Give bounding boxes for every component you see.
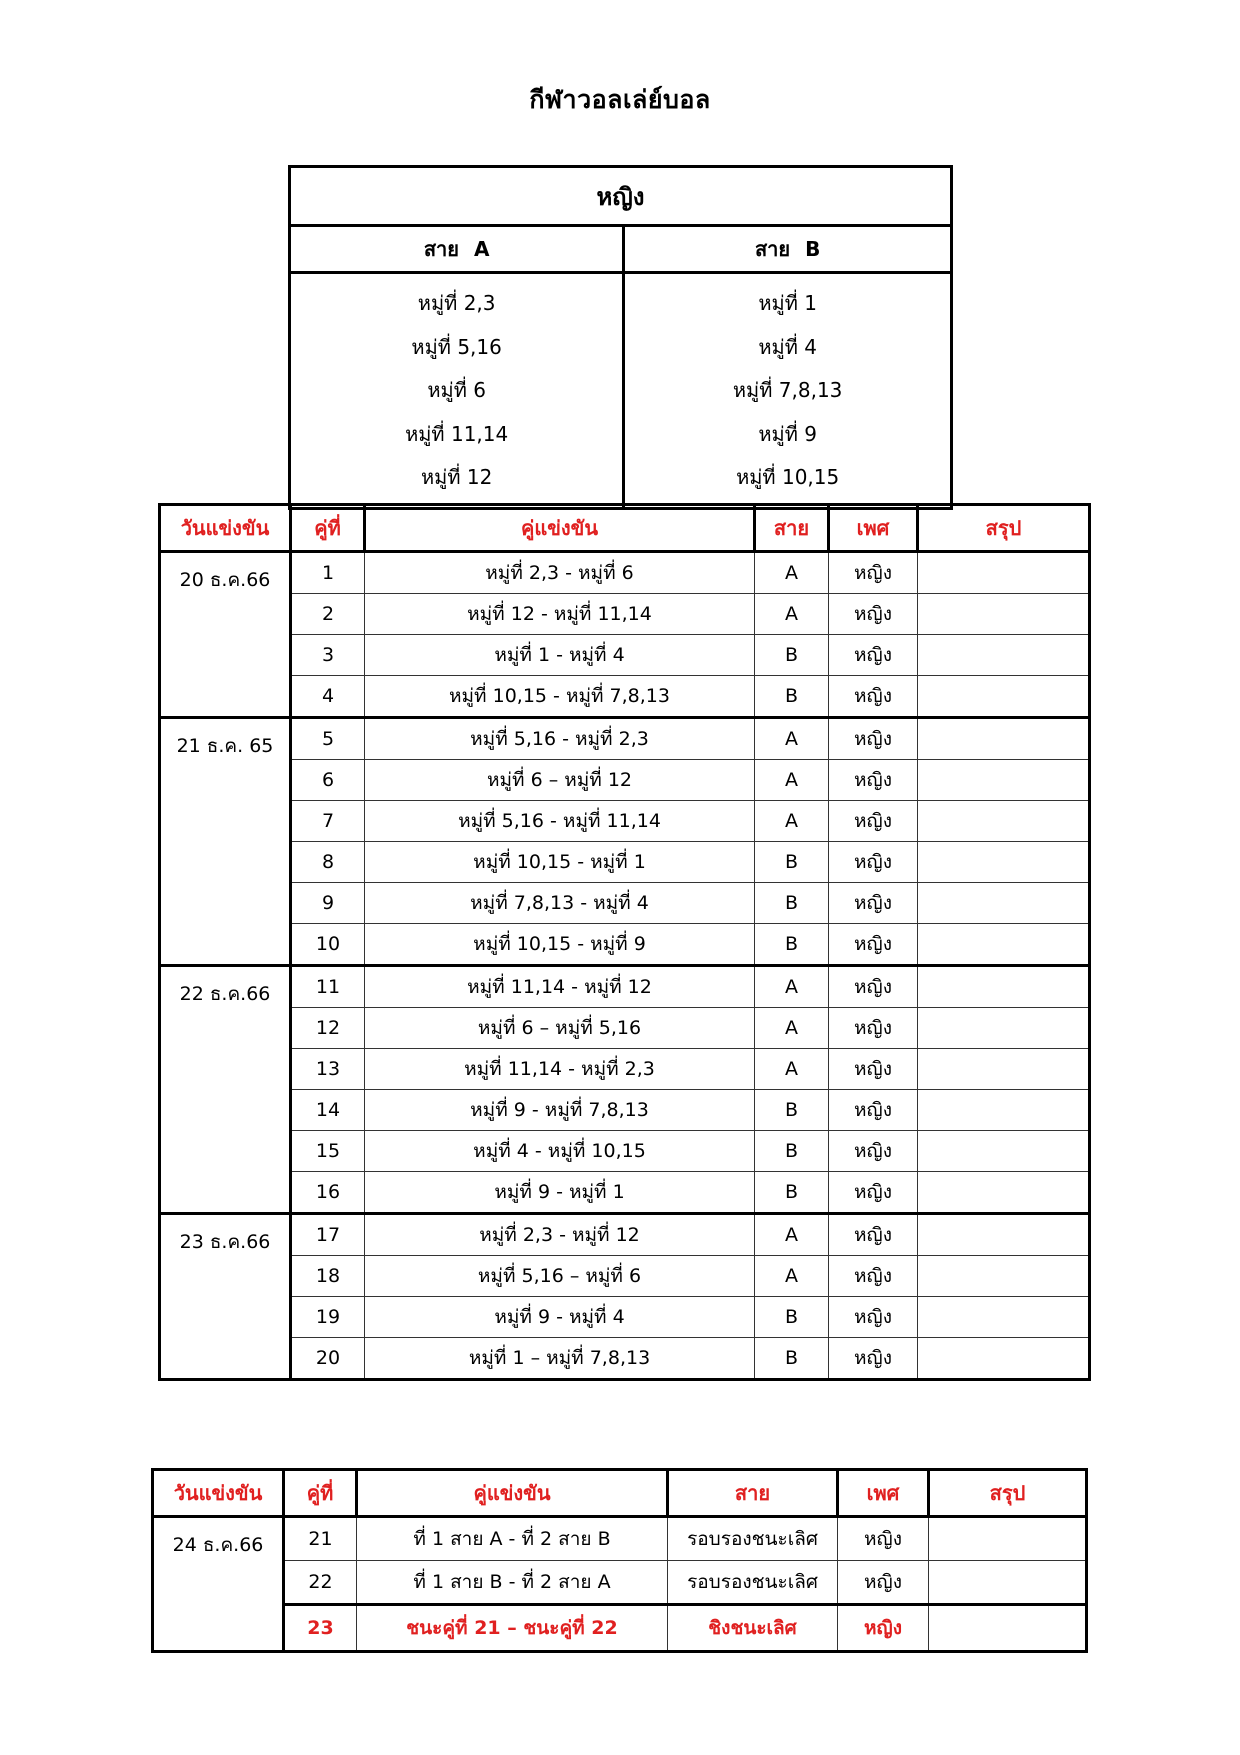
match-result	[918, 718, 1090, 760]
match-gender: หญิง	[829, 1008, 918, 1049]
match-result	[918, 1172, 1090, 1214]
match-group: A	[755, 1214, 829, 1256]
match-group: B	[755, 842, 829, 883]
header-match: คู่แข่งขัน	[357, 1470, 668, 1517]
match-teams: ชนะคู่ที่ 21 – ชนะคู่ที่ 22	[357, 1605, 668, 1652]
match-teams: หมู่ที่ 6 – หมู่ที่ 5,16	[365, 1008, 755, 1049]
match-no: 10	[291, 924, 365, 966]
header-gender: เพศ	[838, 1470, 929, 1517]
match-result	[918, 676, 1090, 718]
match-result	[929, 1517, 1087, 1561]
match-gender: หญิง	[829, 1090, 918, 1131]
match-teams: หมู่ที่ 5,16 - หมู่ที่ 2,3	[365, 718, 755, 760]
match-group: B	[755, 676, 829, 718]
match-gender: หญิง	[829, 635, 918, 676]
table-row	[160, 883, 1090, 924]
match-round: รอบรองชนะเลิศ	[668, 1517, 838, 1561]
match-group: B	[755, 1297, 829, 1338]
match-no: 3	[291, 635, 365, 676]
match-result	[918, 1256, 1090, 1297]
table-row	[160, 594, 1090, 635]
match-teams: หมู่ที่ 11,14 - หมู่ที่ 2,3	[365, 1049, 755, 1090]
header-group: สาย	[755, 505, 829, 552]
match-no: 7	[291, 801, 365, 842]
match-gender: หญิง	[829, 883, 918, 924]
table-row	[160, 1090, 1090, 1131]
match-result	[918, 924, 1090, 966]
table-row	[160, 1049, 1090, 1090]
match-result	[918, 760, 1090, 801]
header-match: คู่แข่งขัน	[365, 505, 755, 552]
match-result	[929, 1605, 1087, 1652]
match-group: B	[755, 1338, 829, 1380]
match-no: 18	[291, 1256, 365, 1297]
table-row	[160, 635, 1090, 676]
match-date: 23 ธ.ค.66	[160, 1214, 291, 1380]
match-date: 20 ธ.ค.66	[160, 552, 291, 718]
match-gender: หญิง	[829, 594, 918, 635]
finals-table	[151, 1468, 1088, 1653]
match-result	[918, 966, 1090, 1008]
match-teams: หมู่ที่ 10,15 - หมู่ที่ 9	[365, 924, 755, 966]
match-result	[918, 1338, 1090, 1380]
match-group: A	[755, 718, 829, 760]
match-round: รอบรองชนะเลิศ	[668, 1561, 838, 1605]
match-date: 24 ธ.ค.66	[153, 1517, 284, 1652]
match-group: B	[755, 635, 829, 676]
group-a-team: หมู่ที่ 11,14	[405, 421, 509, 446]
match-group: B	[755, 1090, 829, 1131]
match-no: 16	[291, 1172, 365, 1214]
match-teams: หมู่ที่ 2,3 - หมู่ที่ 12	[365, 1214, 755, 1256]
table-row	[160, 1297, 1090, 1338]
match-gender: หญิง	[829, 1172, 918, 1214]
header-match-no: คู่ที่	[291, 505, 365, 552]
schedule-table	[158, 503, 1091, 1381]
match-group: A	[755, 1049, 829, 1090]
header-gender: เพศ	[829, 505, 918, 552]
match-group: A	[755, 966, 829, 1008]
table-row	[160, 1338, 1090, 1380]
match-no: 9	[291, 883, 365, 924]
match-teams: ที่ 1 สาย B - ที่ 2 สาย A	[357, 1561, 668, 1605]
match-gender: หญิง	[838, 1561, 929, 1605]
table-row	[160, 1172, 1090, 1214]
match-teams: หมู่ที่ 2,3 - หมู่ที่ 6	[365, 552, 755, 594]
table-row	[160, 676, 1090, 718]
match-no: 11	[291, 966, 365, 1008]
match-result	[918, 842, 1090, 883]
group-b-team: หมู่ที่ 1	[758, 291, 817, 315]
group-a-team: หมู่ที่ 6	[427, 378, 486, 402]
match-no: 4	[291, 676, 365, 718]
match-result	[918, 1131, 1090, 1172]
match-teams: หมู่ที่ 4 - หมู่ที่ 10,15	[365, 1131, 755, 1172]
match-teams: หมู่ที่ 11,14 - หมู่ที่ 12	[365, 966, 755, 1008]
match-teams: หมู่ที่ 9 - หมู่ที่ 1	[365, 1172, 755, 1214]
table-row	[160, 1008, 1090, 1049]
match-no: 23	[284, 1605, 357, 1652]
match-teams: หมู่ที่ 1 - หมู่ที่ 4	[365, 635, 755, 676]
groups-heading: หญิง	[290, 167, 952, 226]
match-group: A	[755, 801, 829, 842]
final-match-row	[153, 1605, 1087, 1652]
group-a-team: หมู่ที่ 5,16	[411, 334, 502, 359]
match-group: B	[755, 924, 829, 966]
match-gender: หญิง	[829, 760, 918, 801]
header-result: สรุป	[918, 505, 1090, 552]
group-b-team: หมู่ที่ 7,8,13	[732, 378, 843, 402]
match-group: A	[755, 594, 829, 635]
header-date: วันแข่งขัน	[160, 505, 291, 552]
group-b-team: หมู่ที่ 9	[758, 421, 817, 446]
match-result	[918, 801, 1090, 842]
match-no: 12	[291, 1008, 365, 1049]
table-row	[160, 718, 1090, 760]
match-teams: หมู่ที่ 12 - หมู่ที่ 11,14	[365, 594, 755, 635]
table-row	[153, 1561, 1087, 1605]
match-result	[918, 635, 1090, 676]
header-match-no: คู่ที่	[284, 1470, 357, 1517]
match-gender: หญิง	[829, 1338, 918, 1380]
match-no: 2	[291, 594, 365, 635]
header-date: วันแข่งขัน	[153, 1470, 284, 1517]
table-row	[160, 1131, 1090, 1172]
match-result	[918, 594, 1090, 635]
match-group: A	[755, 1256, 829, 1297]
match-group: B	[755, 1131, 829, 1172]
match-gender: หญิง	[829, 718, 918, 760]
match-teams: ที่ 1 สาย A - ที่ 2 สาย B	[357, 1517, 668, 1561]
table-row	[160, 1256, 1090, 1297]
match-gender: หญิง	[829, 1297, 918, 1338]
match-result	[918, 1090, 1090, 1131]
match-gender: หญิง	[829, 552, 918, 594]
group-b-team: หมู่ที่ 10,15	[736, 465, 840, 489]
group-b-teams	[624, 273, 952, 509]
match-gender: หญิง	[829, 924, 918, 966]
schedule-header-row	[160, 505, 1090, 552]
match-group: B	[755, 1172, 829, 1214]
match-gender: หญิง	[829, 842, 918, 883]
match-group: A	[755, 552, 829, 594]
table-row	[160, 966, 1090, 1008]
group-a-teams	[290, 273, 624, 509]
match-gender: หญิง	[829, 1256, 918, 1297]
group-b-team: หมู่ที่ 4	[758, 334, 817, 359]
match-gender: หญิง	[829, 801, 918, 842]
match-no: 8	[291, 842, 365, 883]
match-result	[918, 552, 1090, 594]
match-no: 14	[291, 1090, 365, 1131]
match-gender: หญิง	[829, 1131, 918, 1172]
match-gender: หญิง	[829, 676, 918, 718]
group-b-label: สาย B	[624, 226, 952, 273]
group-a-team: หมู่ที่ 2,3	[417, 291, 496, 315]
group-a-label: สาย A	[290, 226, 624, 273]
match-no: 21	[284, 1517, 357, 1561]
finals-header-row	[153, 1470, 1087, 1517]
match-gender: หญิง	[829, 1214, 918, 1256]
match-gender: หญิง	[838, 1605, 929, 1652]
match-result	[918, 1008, 1090, 1049]
group-a-team: หมู่ที่ 12	[420, 465, 493, 489]
match-result	[918, 1297, 1090, 1338]
match-result	[929, 1561, 1087, 1605]
match-teams: หมู่ที่ 5,16 – หมู่ที่ 6	[365, 1256, 755, 1297]
table-row	[153, 1517, 1087, 1561]
match-group: B	[755, 883, 829, 924]
match-result	[918, 1049, 1090, 1090]
header-group: สาย	[668, 1470, 838, 1517]
match-teams: หมู่ที่ 7,8,13 - หมู่ที่ 4	[365, 883, 755, 924]
table-row	[160, 1214, 1090, 1256]
match-no: 22	[284, 1561, 357, 1605]
document-title: กีฬาวอลเล่ย์บอล	[529, 85, 711, 114]
groups-table	[288, 165, 953, 510]
match-no: 1	[291, 552, 365, 594]
match-gender: หญิง	[838, 1517, 929, 1561]
table-row	[160, 552, 1090, 594]
match-teams: หมู่ที่ 10,15 - หมู่ที่ 7,8,13	[365, 676, 755, 718]
match-no: 19	[291, 1297, 365, 1338]
match-no: 5	[291, 718, 365, 760]
match-no: 20	[291, 1338, 365, 1380]
table-row	[160, 760, 1090, 801]
match-no: 6	[291, 760, 365, 801]
match-no: 13	[291, 1049, 365, 1090]
match-teams: หมู่ที่ 6 – หมู่ที่ 12	[365, 760, 755, 801]
match-no: 17	[291, 1214, 365, 1256]
table-row	[160, 842, 1090, 883]
match-group: A	[755, 760, 829, 801]
table-row	[160, 801, 1090, 842]
match-teams: หมู่ที่ 5,16 - หมู่ที่ 11,14	[365, 801, 755, 842]
match-result	[918, 883, 1090, 924]
table-row	[160, 924, 1090, 966]
match-date: 22 ธ.ค.66	[160, 966, 291, 1214]
match-teams: หมู่ที่ 9 - หมู่ที่ 4	[365, 1297, 755, 1338]
match-no: 15	[291, 1131, 365, 1172]
match-round: ชิงชนะเลิศ	[668, 1605, 838, 1652]
match-teams: หมู่ที่ 1 – หมู่ที่ 7,8,13	[365, 1338, 755, 1380]
match-gender: หญิง	[829, 1049, 918, 1090]
match-gender: หญิง	[829, 966, 918, 1008]
match-teams: หมู่ที่ 10,15 - หมู่ที่ 1	[365, 842, 755, 883]
match-result	[918, 1214, 1090, 1256]
header-result: สรุป	[929, 1470, 1087, 1517]
match-teams: หมู่ที่ 9 - หมู่ที่ 7,8,13	[365, 1090, 755, 1131]
match-group: A	[755, 1008, 829, 1049]
match-date: 21 ธ.ค. 65	[160, 718, 291, 966]
